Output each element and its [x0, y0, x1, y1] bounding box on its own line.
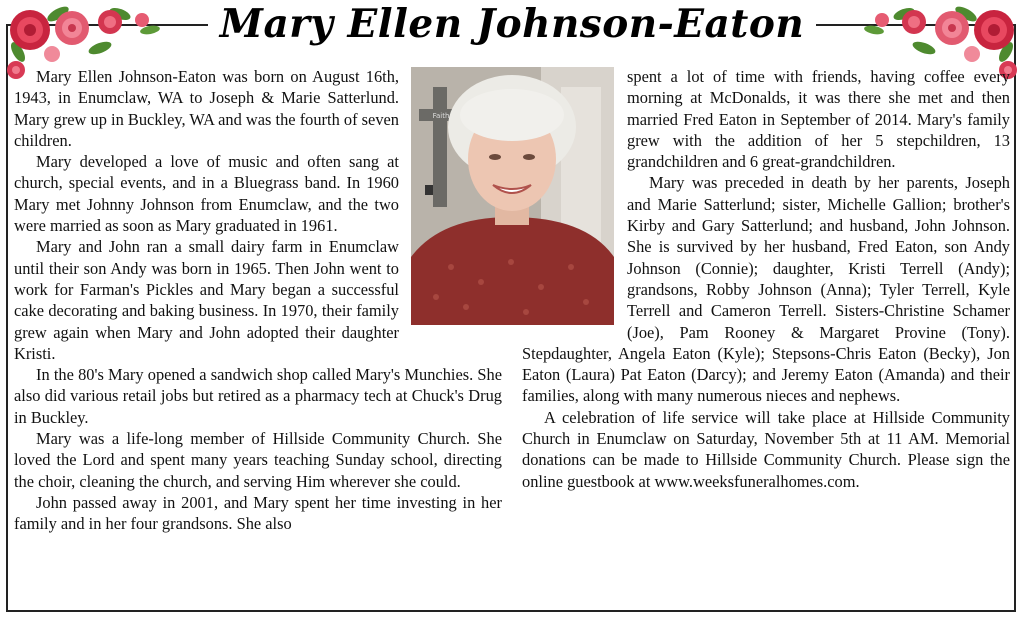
paragraph-birth: Mary Ellen Johnson-Eaton was born on August 16th, 1943, in Enumclaw, WA to Joseph & Marie Satterlund. Mary grew up in Buckley, WA and was the fourth of seven children.: [14, 67, 399, 150]
paragraph-church: Mary was a life-long member of Hillside Community Church. She loved the Lord and spent many years teaching Sunday school, directing the choir, cleaning the church, and serving Him wherever she could.: [14, 429, 502, 491]
cross-inscription: Faith: [432, 112, 450, 120]
paragraph-service-info: A celebration of life service will take place at Hillside Community Church in Enumclaw on Saturday, November 5th at 11 AM. Memorial donations can be made to Hillside Community Church. Please sign the online guestbook at www.weeksfuneralhomes.com.: [522, 407, 1010, 491]
paragraph-dairy-farm: Mary and John ran a small dairy farm in Enumclaw until their son Andy was born in 1965. Then John went to work for Farman's Pickles and Mary began a successful cake decorating and baking business. In 1970, their family grew again when Mary and John adopted their daughter Kristi.: [14, 237, 399, 363]
paragraph-sandwich-shop: In the 80's Mary opened a sandwich shop called Mary's Munchies. She also did various retail jobs but retired as a pharmacy tech at Chuck's Drug in Buckley.: [14, 365, 502, 427]
obituary-left-column: [14, 66, 502, 535]
photo-spacer-left: [399, 66, 502, 326]
paragraph-remarriage: spent a lot of time with friends, having coffee every morning at McDonalds, it was there she met and then married Fred Eaton in September of 2014. Mary's family grew with the addition of her 5 stepchildren, 13 grandchildren and 6 great-grandchildren.: [627, 67, 1010, 172]
paragraph-family-time: John passed away in 2001, and Mary spent her time investing in her family and in her four grandsons. She also: [14, 492, 502, 534]
paragraph-survivors: Mary was preceded in death by her parents, Joseph and Marie Satterlund; sister, Michelle Gallion; brother's Kirby and Gary Satterlund; and husband, John Johnson. She is survived by her husband, Fred Eaton, son Andy Johnson (Connie); daughter, Kristi Terrell (Andy); grandsons, Robby Johnson (Anna); Tyler Terrell, Kyle Terrell and Cameron Terrell. Sisters-Christine Schamer (Joe), Pam Rooney & Margaret Provine (Tony). Stepdaughter, Angela Eaton (Kyle); Stepsons-Chris Eaton (Becky), Jon Eaton (Laura) Pat Eaton (Darcy); and Jeremy Eaton (Amanda) and their families, along with many numerous nieces and nephews.: [522, 173, 1010, 406]
obituary-right-column: [522, 66, 1010, 492]
paragraph-music: Mary developed a love of music and often sang at church, special events, and in a Bluegrass band. In 1960 Mary met Johnny Johnson from Enumclaw, and the two were married as soon as Mary graduated in 1961.: [14, 152, 399, 236]
photo-spacer-right: [522, 66, 627, 326]
obituary-title: Mary Ellen Johnson-Eaton: [208, 0, 816, 48]
